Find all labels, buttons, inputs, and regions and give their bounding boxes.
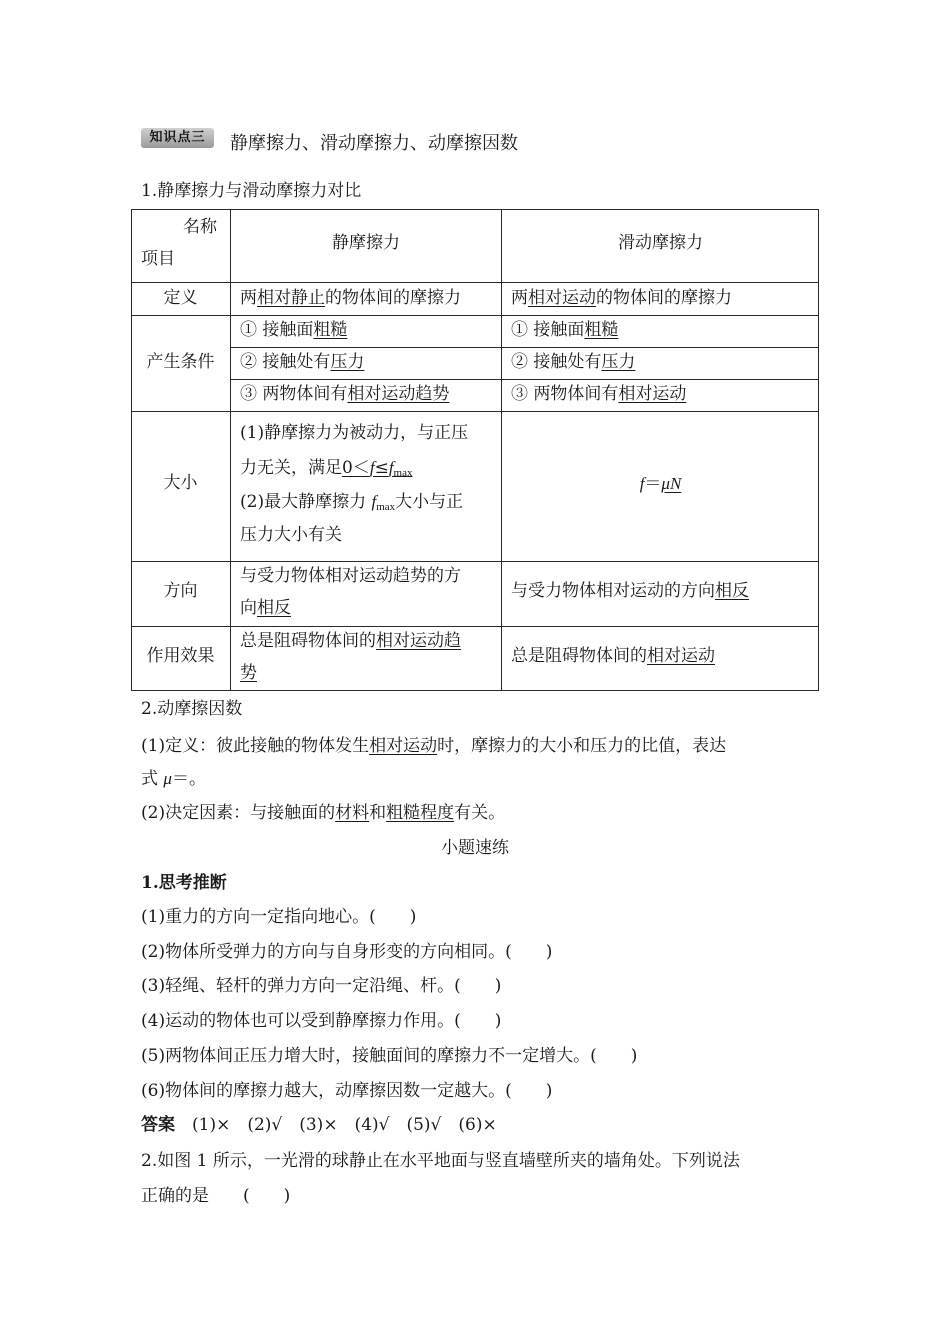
static-magnitude-line1: (1)静摩擦力为被动力，与正压: [240, 423, 469, 443]
sliding-effect: 总是阻碍物体间的相对运动: [511, 646, 715, 666]
comparison-table: [131, 209, 819, 691]
question-3: (3)轻绳、轻杆的弹力方向一定沿绳、杆。( ): [141, 976, 502, 996]
header-static-friction: 静摩擦力: [332, 233, 400, 253]
sliding-direction: 与受力物体相对运动的方向相反: [511, 581, 749, 601]
sliding-condition-1: ① 接触面粗糙: [511, 320, 619, 340]
static-direction-line1: 与受力物体相对运动趋势的方: [240, 566, 461, 586]
static-condition-3: ③ 两物体间有相对运动趋势: [240, 384, 450, 404]
row-label-magnitude: 大小: [163, 473, 198, 493]
practice-title: 小题速练: [441, 838, 509, 858]
static-magnitude-line3: (2)最大静摩擦力 $f_{max}$大小与正: [240, 492, 464, 513]
static-magnitude-line4: 压力大小有关: [240, 525, 342, 545]
static-definition: 两相对静止的物体间的摩擦力: [240, 288, 461, 308]
header-sliding-friction: 滑动摩擦力: [618, 233, 703, 253]
row-label-conditions: 产生条件: [146, 352, 215, 372]
section-title: 静摩擦力、滑动摩擦力、动摩擦因数: [230, 133, 518, 154]
heading-comparison: 1.静摩擦力与滑动摩擦力对比: [141, 181, 362, 201]
static-magnitude-line2: 力无关，满足$0<f\le f_{max}$: [240, 458, 413, 479]
static-condition-1: ① 接触面粗糙: [240, 320, 348, 340]
knowledge-point-badge: 知识点三: [141, 128, 214, 148]
coefficient-definition-line1: (1)定义：彼此接触的物体发生相对运动时，摩擦力的大小和压力的比值，表达: [141, 736, 727, 756]
static-direction-line2: 向相反: [240, 598, 291, 618]
question-5: (5)两物体间正压力增大时，接触面间的摩擦力不一定增大。( ): [141, 1046, 638, 1066]
question-4: (4)运动的物体也可以受到静摩擦力作用。( ): [141, 1011, 502, 1031]
row-label-direction: 方向: [163, 581, 198, 601]
sliding-magnitude-formula: f＝μN: [639, 474, 682, 494]
q2-line1: 2.如图 1 所示，一光滑的球静止在水平地面与竖直墙壁所夹的墙角处。下列说法: [141, 1151, 740, 1171]
row-label-definition: 定义: [163, 288, 198, 308]
q2-line2: 正确的是 ( ): [141, 1186, 291, 1206]
coefficient-definition-line2: 式 μ＝。: [141, 769, 206, 789]
sliding-condition-3: ③ 两物体间有相对运动: [511, 384, 687, 404]
row-label-effect: 作用效果: [146, 646, 215, 666]
coefficient-factors: (2)决定因素：与接触面的材料和粗糙程度有关。: [141, 803, 506, 823]
static-effect-line1: 总是阻碍物体间的相对运动趋: [240, 631, 461, 651]
corner-label-name: 名称: [183, 217, 217, 237]
static-effect-line2: 势: [240, 663, 257, 683]
question-1: (1)重力的方向一定指向地心。( ): [141, 907, 417, 927]
sliding-condition-2: ② 接触处有压力: [511, 352, 636, 372]
question-6: (6)物体间的摩擦力越大，动摩擦因数一定越大。( ): [141, 1081, 553, 1101]
question-2: (2)物体所受弹力的方向与自身形变的方向相同。( ): [141, 942, 553, 962]
static-condition-2: ② 接触处有压力: [240, 352, 365, 372]
heading-coefficient: 2.动摩擦因数: [141, 699, 243, 719]
corner-label-item: 项目: [141, 249, 175, 269]
answer-line: 答案 (1)× (2)√ (3)× (4)√ (5)√ (6)×: [141, 1115, 497, 1135]
sliding-definition: 两相对运动的物体间的摩擦力: [511, 288, 732, 308]
q1-heading: 1.思考推断: [141, 873, 227, 893]
